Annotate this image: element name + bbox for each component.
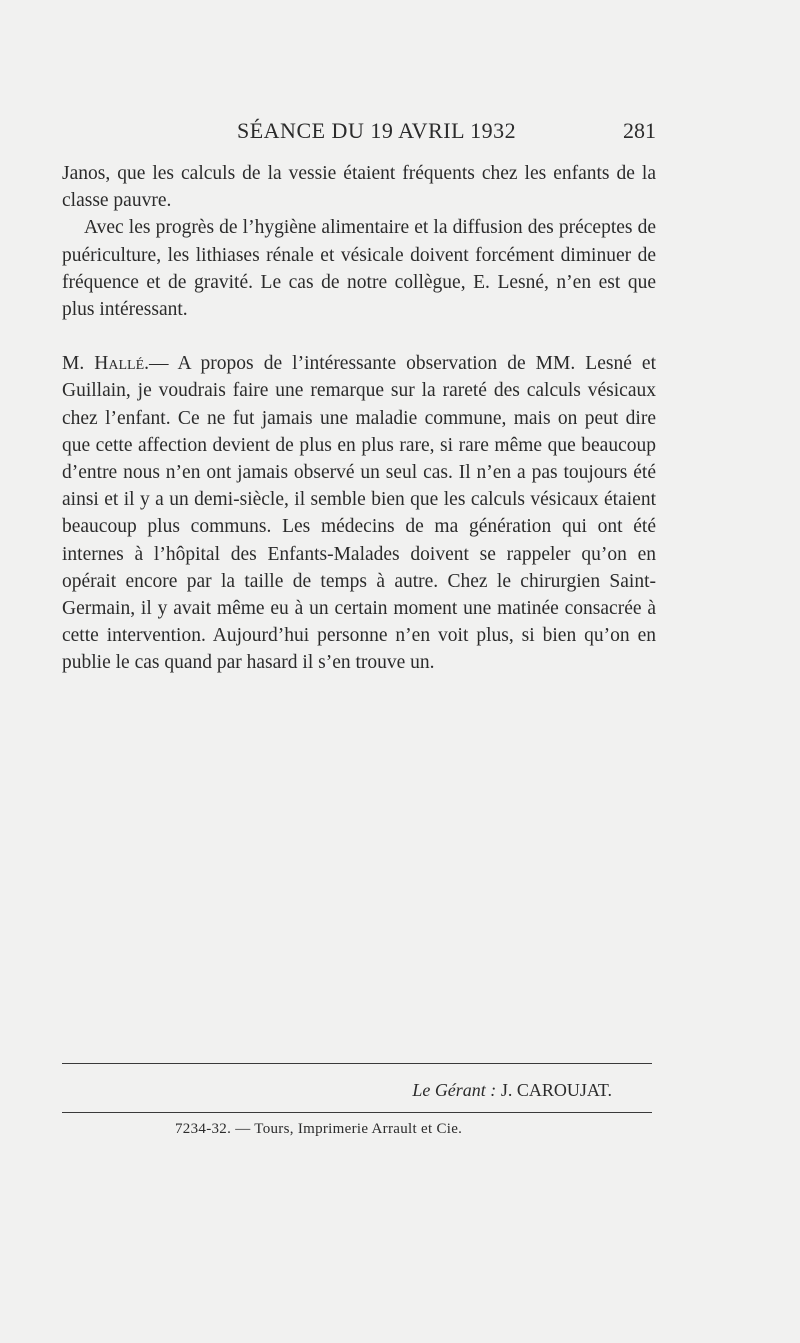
paragraph-hygiene: Avec les progrès de l’hygiène alimentaire et la diffusion des préceptes de puériculture, les lithiases rénale et vésicale doivent forcément diminuer de fréquence et de gravité. Le cas de notre collègue, E. Lesné, n’en est que plus intéressant. xyxy=(62,217,656,321)
footer-rule-top xyxy=(62,1063,652,1064)
page-number: 281 xyxy=(623,118,656,143)
speaker-remarks: — A propos de l’intéressante observation de MM. Lesné et Guillain, je voudrais faire une remarque sur la rareté des calculs vésicaux chez l’enfant. Ce ne fut jamais une maladie commune, mais on peut dire que cette affection devient de plus en plus rare, si rare même que beaucoup d’entre nous n’en ont jamais observé un seul cas. Il n’en a pas toujours été ainsi et il y a un demi-siècle, il semble bien que les calculs vésicaux étaient beaucoup plus communs. Les médecins de ma génération qui ont été internes à l’hôpital des Enfants-Malades doivent se rappeler qu’on en opérait encore par la taille de temps à autre. Chez le chirurgien Saint-Germain, il y avait même eu à un certain moment une matinée consacrée à cette intervention. Aujourd’hui personne n’en voit plus, si bien qu’on en publie le cas quand par hasard il s’en trouve un. xyxy=(62,353,656,674)
paragraph-halle xyxy=(62,350,656,676)
speaker-name: M. Hallé. xyxy=(62,353,149,375)
running-head: SÉANCE DU 19 AVRIL 1932 xyxy=(237,118,517,143)
signature xyxy=(412,1080,612,1101)
body-text xyxy=(62,160,656,677)
signature-role: Le Gérant : xyxy=(412,1080,497,1100)
signature-name: J. CAROUJAT. xyxy=(500,1080,612,1100)
footer-rule-bottom xyxy=(62,1112,652,1113)
paragraph-continuation: Janos, que les calculs de la vessie étaient fréquents chez les enfants de la classe pauvre. xyxy=(62,163,656,212)
printer-imprint: 7234-32. — Tours, Imprimerie Arrault et Cie. xyxy=(175,1121,463,1137)
page-header xyxy=(62,118,656,148)
